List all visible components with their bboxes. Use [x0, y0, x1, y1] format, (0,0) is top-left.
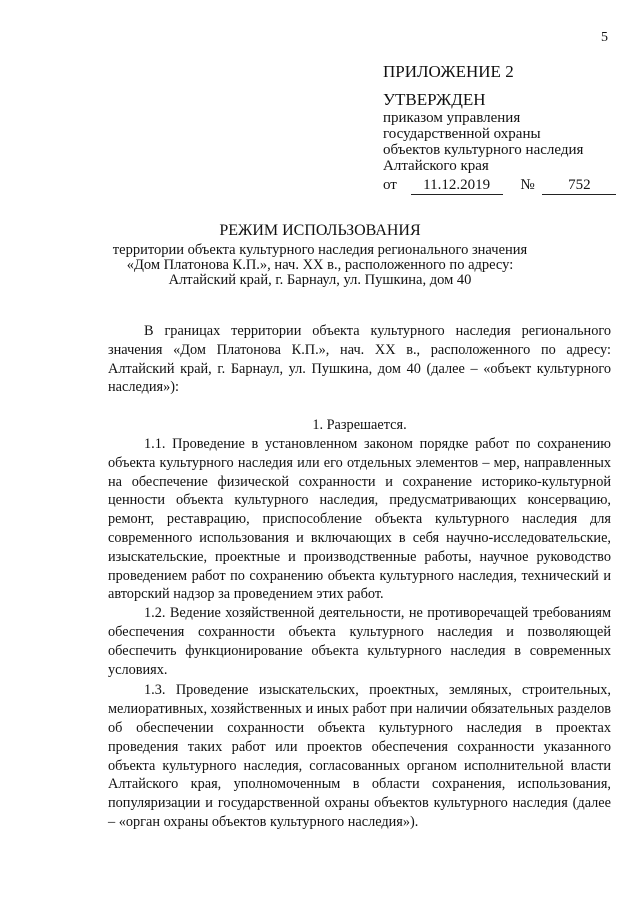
intro-paragraph: В границах территории объекта культурного наследия регионального значения «Дом Платонова К.П.», нач. XX в., расположенного по адресу: Алтайский край, г. Барнаул, ул. Пушкина, дом 40 (далее – «объект культурного наследия»): — [108, 323, 611, 396]
number-sign: № — [520, 177, 535, 193]
approval-date: 11.12.2019 — [411, 176, 503, 195]
subtitle-line: «Дом Платонова К.П.», нач. XX в., расположенного по адресу: — [126, 257, 514, 273]
approval-line: приказом управления — [383, 110, 521, 126]
document-title: РЕЖИМ ИСПОЛЬЗОВАНИЯ — [219, 222, 421, 239]
page-number: 5 — [601, 30, 608, 45]
approval-date-row — [383, 176, 616, 195]
section-heading: 1. Разрешается. — [312, 417, 407, 434]
document-subtitle — [0, 243, 640, 288]
approval-line: Алтайского края — [383, 158, 489, 174]
approval-number: 752 — [542, 176, 616, 195]
approval-block — [383, 62, 616, 195]
approval-line: государственной охраны — [383, 126, 541, 142]
appendix-label: ПРИЛОЖЕНИЕ 2 — [383, 62, 514, 81]
clause-1-1: 1.1. Проведение в установленном законом порядке работ по сохранению объекта культурного наследия или его отдельных элементов – мер, направленных на обеспечение физической сохранности и сохранение историко-культурной ценности объекта культурного наследия, предусматривающих консервацию, ремонт, реставрацию, приспособление объекта культурного наследия для современного использования и включающих в себя научно-исследовательские, изыскательские, проектные и производственные работы, научное руководство проведением работ по сохранению объекта культурного наследия, технический и авторский надзор за проведением этих работ. — [108, 435, 611, 603]
date-prefix: от — [383, 177, 397, 193]
approved-label: УТВЕРЖДЕН — [383, 90, 486, 109]
approval-line: объектов культурного наследия — [383, 142, 584, 158]
subtitle-line: территории объекта культурного наследия регионального значения — [112, 242, 528, 258]
subtitle-line: Алтайский край, г. Барнаул, ул. Пушкина, дом 40 — [168, 272, 472, 288]
clause-1-2: 1.2. Ведение хозяйственной деятельности, не противоречащей требованиям обеспечения сохранности объекта культурного наследия и позволяющей обеспечить функционирование объекта культурного наследия в современных условиях. — [108, 605, 611, 678]
clause-1-3: 1.3. Проведение изыскательских, проектных, земляных, строительных, мелиоративных, хозяйственных и иных работ при наличии обязательных разделов об обеспечении сохранности объекта культурного наследия в проектах проведения таких работ или проектов обеспечения сохранности указанного объекта культурного наследия, согласованных органом исполнительной власти Алтайского края, уполномоченным в области сохранения, использования, популяризации и государственной охраны объектов культурного наследия (далее – «орган охраны объектов культурного наследия»). — [108, 682, 611, 830]
document-body — [108, 322, 611, 832]
